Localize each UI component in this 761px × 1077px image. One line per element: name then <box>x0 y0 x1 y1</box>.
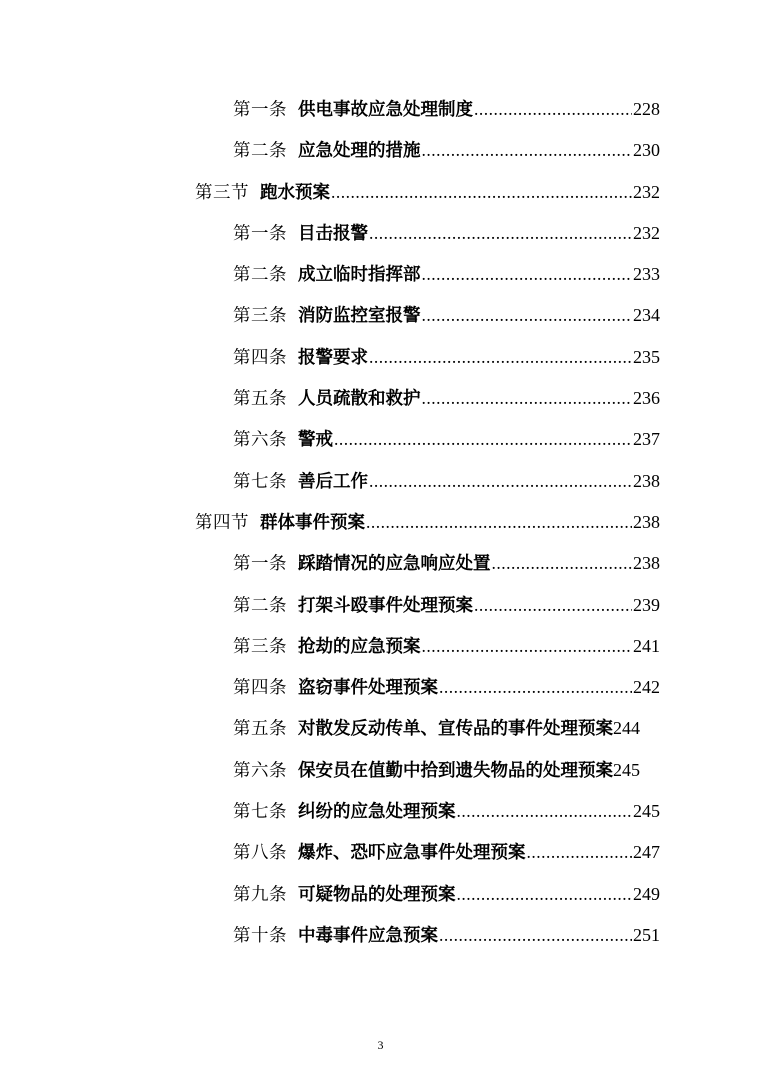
toc-entry[interactable] <box>0 711 761 752</box>
toc-entry-title: 中毒事件应急预案 <box>298 925 438 946</box>
toc-entry-page: 245 <box>613 759 640 780</box>
toc-dot-leader <box>366 505 632 539</box>
toc-entry-page: 230 <box>633 140 660 161</box>
toc-entry[interactable] <box>0 588 761 629</box>
toc-entry[interactable] <box>0 670 761 711</box>
toc-entry[interactable] <box>0 835 761 876</box>
toc-dot-leader <box>422 298 633 332</box>
toc-dot-leader <box>527 835 633 869</box>
toc-entry-page: 251 <box>633 924 660 945</box>
toc-dot-leader <box>457 877 633 911</box>
toc-entry-page: 239 <box>633 594 660 615</box>
toc-entry-number: 第八条 <box>233 843 287 864</box>
toc-dot-leader <box>439 918 632 952</box>
toc-dot-leader <box>422 629 633 663</box>
toc-entry-title: 盗窃事件处理预案 <box>298 678 438 699</box>
toc-entry-title: 保安员在值勤中拾到遗失物品的处理预案 <box>298 760 613 781</box>
toc-dot-leader <box>369 216 632 250</box>
toc-dot-leader <box>474 588 632 622</box>
toc-entry-number: 第五条 <box>233 719 287 740</box>
toc-entry[interactable] <box>0 629 761 670</box>
toc-entry[interactable] <box>0 340 761 381</box>
toc-dot-leader <box>369 340 632 374</box>
toc-entry-page: 238 <box>633 511 660 532</box>
toc-entry-number: 第二条 <box>233 595 287 616</box>
toc-entry-page: 241 <box>633 635 660 656</box>
toc-entry-page: 247 <box>633 842 660 863</box>
toc-dot-leader <box>369 464 632 498</box>
toc-entry-number: 第七条 <box>233 802 287 823</box>
toc-entry-number: 第四节 <box>195 512 249 533</box>
toc-entry[interactable] <box>0 877 761 918</box>
toc-entry-title: 爆炸、恐吓应急事件处理预案 <box>298 843 526 864</box>
toc-section-entry[interactable] <box>0 175 761 216</box>
page-number: 3 <box>377 1038 384 1052</box>
toc-entry-title: 踩踏情况的应急响应处置 <box>298 554 491 575</box>
toc-entry-title: 跑水预案 <box>260 182 330 203</box>
toc-dot-leader <box>334 422 632 456</box>
toc-section-entry[interactable] <box>0 505 761 546</box>
toc-dot-leader <box>457 794 633 828</box>
toc-dot-leader <box>422 133 633 167</box>
toc-entry[interactable] <box>0 257 761 298</box>
toc-entry-page: 238 <box>633 470 660 491</box>
toc-entry-number: 第七条 <box>233 471 287 492</box>
toc-entry[interactable] <box>0 546 761 587</box>
toc-entry-page: 244 <box>613 718 640 739</box>
toc-entry-title: 消防监控室报警 <box>298 306 421 327</box>
toc-entry-page: 249 <box>633 883 660 904</box>
toc-dot-leader <box>492 546 633 580</box>
toc-entry-page: 232 <box>633 181 660 202</box>
toc-dot-leader <box>439 670 632 704</box>
toc-entry-number: 第三条 <box>233 636 287 657</box>
toc-entry[interactable] <box>0 422 761 463</box>
toc-entry-page: 238 <box>633 553 660 574</box>
toc-entry[interactable] <box>0 216 761 257</box>
toc-entry-title: 打架斗殴事件处理预案 <box>298 595 473 616</box>
toc-entry-number: 第五条 <box>233 389 287 410</box>
toc-entry-title: 纠纷的应急处理预案 <box>298 802 456 823</box>
toc-entry-page: 236 <box>633 388 660 409</box>
toc-entry-title: 善后工作 <box>298 471 368 492</box>
toc-entry-number: 第三节 <box>195 182 249 203</box>
toc-entry-page: 237 <box>633 429 660 450</box>
toc-entry-page: 234 <box>633 305 660 326</box>
toc-entry-number: 第十条 <box>233 925 287 946</box>
toc-entry-number: 第一条 <box>233 554 287 575</box>
toc-entry-title: 可疑物品的处理预案 <box>298 884 456 905</box>
toc-entry-title: 报警要求 <box>298 347 368 368</box>
toc-entry-page: 235 <box>633 346 660 367</box>
toc-entry-page: 228 <box>633 99 660 119</box>
toc-entry-page: 245 <box>633 801 660 822</box>
toc-dot-leader <box>331 175 632 209</box>
toc-entry[interactable] <box>0 753 761 794</box>
toc-entry-number: 第四条 <box>233 678 287 699</box>
toc-entry-title: 对散发反动传单、宣传品的事件处理预案 <box>298 719 613 740</box>
toc-dot-leader <box>474 92 632 126</box>
toc-entry-number: 第一条 <box>233 223 287 244</box>
toc-entry-title: 人员疏散和救护 <box>298 389 421 410</box>
toc-entry-page: 242 <box>633 677 660 698</box>
toc-entry-title: 成立临时指挥部 <box>298 265 421 286</box>
toc-dot-leader <box>422 381 633 415</box>
toc-entry[interactable] <box>0 464 761 505</box>
toc-entry-number: 第一条 <box>233 100 287 120</box>
toc-entry-page: 232 <box>633 222 660 243</box>
toc-entry-number: 第三条 <box>233 306 287 327</box>
toc-entry[interactable] <box>0 133 761 174</box>
toc-entry-number: 第六条 <box>233 760 287 781</box>
toc-entry-number: 第二条 <box>233 265 287 286</box>
toc-entry[interactable] <box>0 381 761 422</box>
toc-entry-title: 警戒 <box>298 430 333 451</box>
toc-dot-leader <box>422 257 633 291</box>
toc-entry-number: 第二条 <box>233 141 287 162</box>
toc-entry[interactable] <box>0 92 761 133</box>
table-of-contents <box>0 92 761 959</box>
toc-entry-number: 第九条 <box>233 884 287 905</box>
toc-entry-title: 抢劫的应急预案 <box>298 636 421 657</box>
toc-entry-title: 目击报警 <box>298 223 368 244</box>
toc-entry-page: 233 <box>633 264 660 285</box>
toc-entry-title: 供电事故应急处理制度 <box>298 100 473 120</box>
toc-entry-number: 第四条 <box>233 347 287 368</box>
toc-entry-number: 第六条 <box>233 430 287 451</box>
toc-entry-title: 应急处理的措施 <box>298 141 421 162</box>
toc-entry[interactable] <box>0 918 761 959</box>
toc-entry[interactable] <box>0 794 761 835</box>
toc-entry[interactable] <box>0 298 761 339</box>
toc-entry-title: 群体事件预案 <box>260 512 365 533</box>
